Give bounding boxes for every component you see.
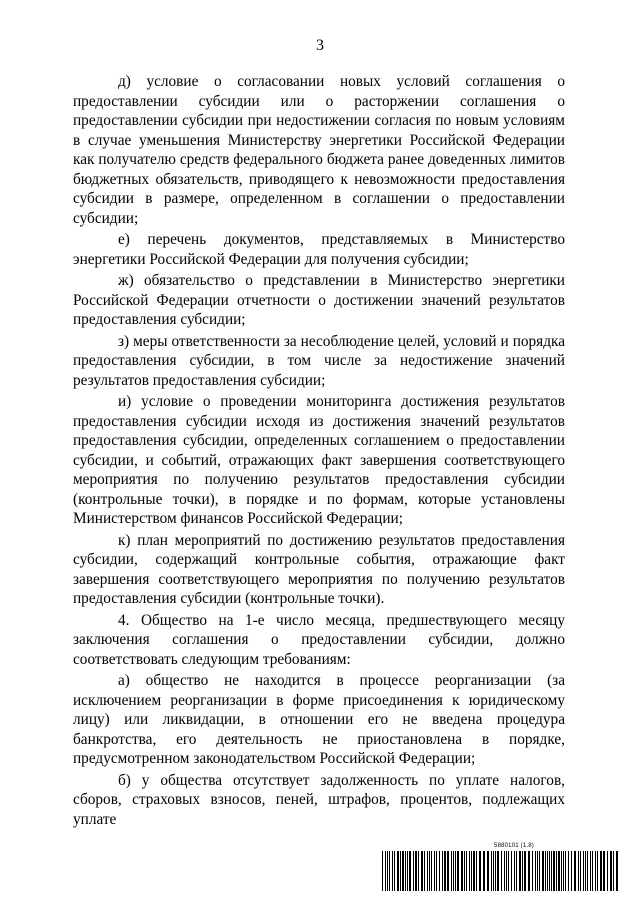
paragraph-a: а) общество не находится в процессе реорганизации (за исключением реорганизации в форме присоединения к юридическому лицу) или ликвидации, в отношении его не введена процедура банкротства, его деятельность не приостановлена в порядке, предусмотренном законодательством Российской Федерации; [73, 672, 565, 767]
paragraph-b: б) у общества отсутствует задолженность по уплате налогов, сборов, страховых взносов, пеней, штрафов, процентов, подлежащих уплате [73, 771, 565, 828]
paragraph-i: и) условие о проведении мониторинга достижения результатов предоставления субсидии исходя из достижения значений результатов предоставления субсидии, определенных соглашением о предоставлении субсидии, и событий, отражающих факт завершения соответствующего мероприятия по получению результатов предоставления субсидии (контрольные точки), в порядке и по формам, которые установлены Министерством финансов Российской Федерации; [73, 393, 565, 527]
document-barcode-block [381, 843, 622, 891]
paragraph-zh: ж) обязательство о представлении в Министерство энергетики Российской Федерации отчетности о достижении значений результатов предоставления субсидии; [73, 272, 565, 328]
paragraph-4: 4. Общество на 1-е число месяца, предшествующего месяцу заключения соглашения о предоставлении субсидии, должно соответствовать следующим требованиям: [73, 611, 565, 668]
paragraph-k: к) план мероприятий по достижению результатов предоставления субсидии, содержащий контрольные события, отражающие факт завершения соответствующего мероприятия по получению результатов предоставления субсидии (контрольные точки). [73, 531, 565, 607]
paragraph-e: е) перечень документов, представляемых в Министерство энергетики Российской Федерации для получения субсидии; [73, 231, 565, 268]
barcode [381, 851, 622, 891]
document-body [73, 72, 565, 829]
page-number: 3 [316, 37, 324, 54]
barcode-code: 5880101 (1.8) [494, 843, 534, 849]
paragraph-d: д) условие о согласовании новых условий соглашения о предоставлении субсидии или о расторжении соглашения о предоставлении субсидии при недостижении согласия по новым условиям в случае уменьшения Министерству энергетики Российской Федерации как получателю средств федерального бюджета ранее доведенных лимитов бюджетных обязательств, приводящего к невозможности предоставления субсидии в размере, определенном в соглашении о предоставлении субсидии; [73, 73, 565, 227]
paragraph-z: з) меры ответственности за несоблюдение целей, условий и порядка предоставления субсидии, в том числе за недостижение значений результатов предоставления субсидии; [73, 332, 565, 389]
